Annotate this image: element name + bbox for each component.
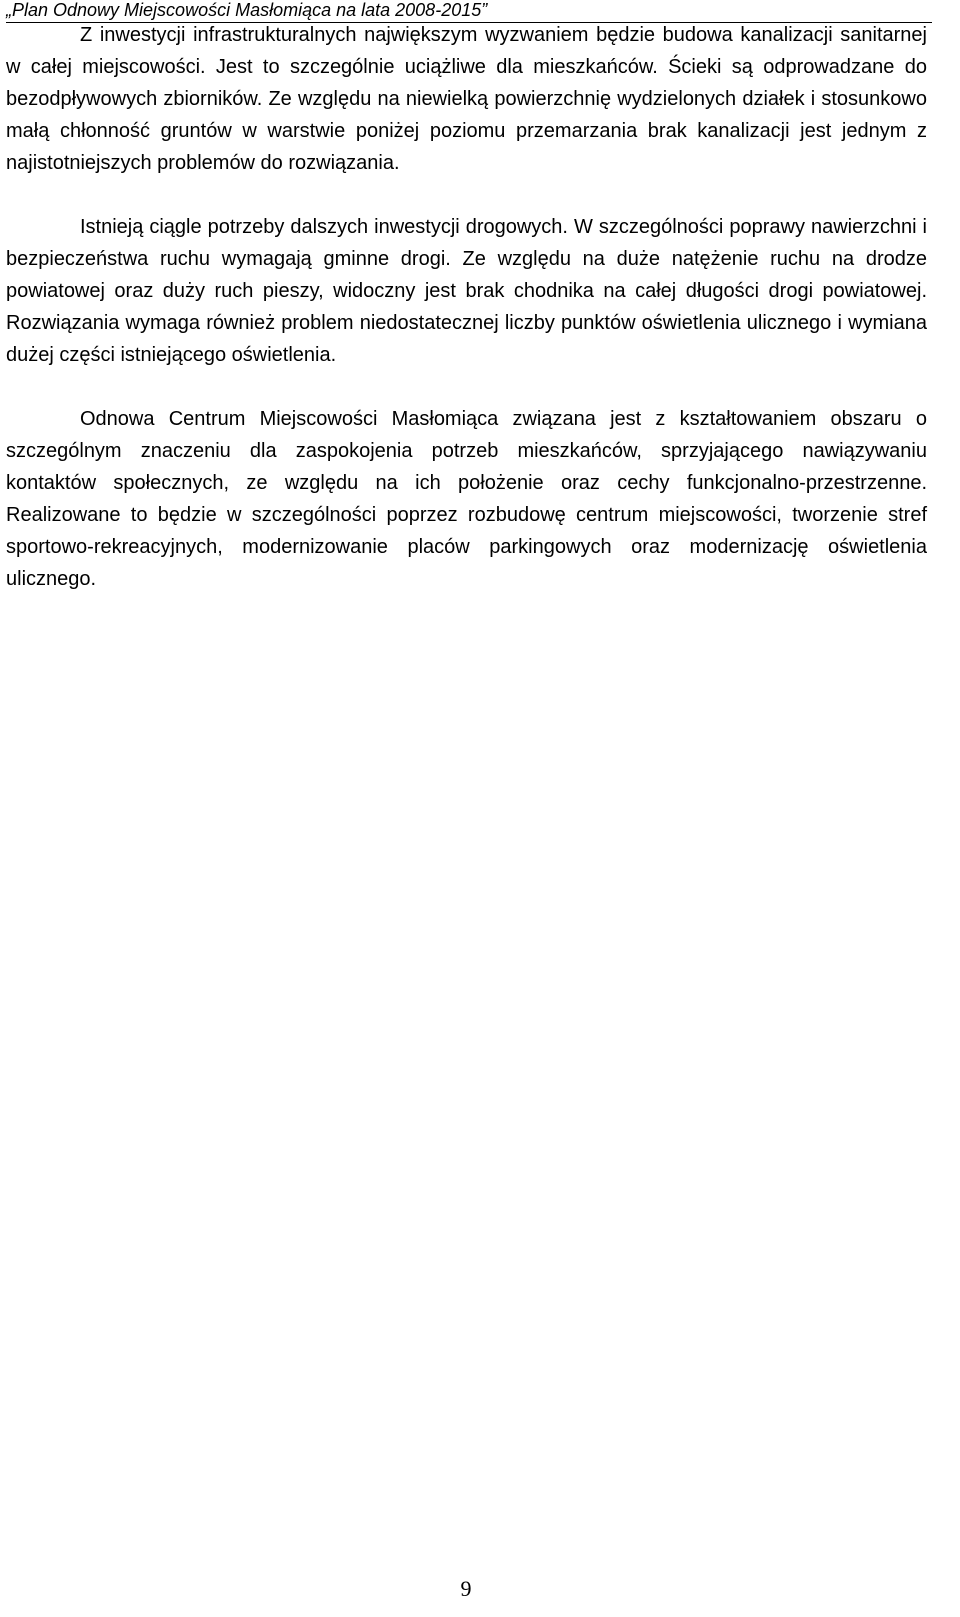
running-header: „Plan Odnowy Miejscowości Masłomiąca na lata 2008-2015” bbox=[6, 0, 932, 23]
body-text bbox=[6, 19, 927, 595]
page-number: 9 bbox=[460, 1576, 472, 1601]
paragraph-village-centre: Odnowa Centrum Miejscowości Masłomiąca związana jest z kształtowaniem obszaru o szczególnym znaczeniu dla zaspokojenia potrzeb mieszkańców, sprzyjającego nawiązywaniu kontaktów społecznych, ze względu na ich położenie oraz cechy funkcjonalno-przestrzenne. Realizowane to będzie w szczególności poprzez rozbudowę centrum miejscowości, tworzenie stref sportowo-rekreacyjnych, modernizowanie placów parkingowych oraz modernizację oświetlenia ulicznego. bbox=[6, 408, 927, 590]
paragraph-roads: Istnieją ciągle potrzeby dalszych inwestycji drogowych. W szczególności poprawy nawierzchni i bezpieczeństwa ruchu wymagają gminne drogi. Ze względu na duże natężenie ruchu na drodze powiatowej oraz duży ruch pieszy, widoczny jest brak chodnika na całej długości drogi powiatowej. Rozwiązania wymaga również problem niedostatecznej liczby punktów oświetlenia ulicznego i wymiana dużej części istniejącego oświetlenia. bbox=[6, 216, 927, 366]
paragraph-sewerage: Z inwestycji infrastrukturalnych największym wyzwaniem będzie budowa kanalizacji sanitarnej w całej miejscowości. Jest to szczególnie uciążliwe dla mieszkańców. Ścieki są odprowadzane do bezodpływowych zbiorników. Ze względu na niewielką powierzchnię wydzielonych działek i stosunkowo małą chłonność gruntów w warstwie poniżej poziomu przemarzania brak kanalizacji jest jednym z najistotniejszych problemów do rozwiązania. bbox=[6, 24, 927, 174]
